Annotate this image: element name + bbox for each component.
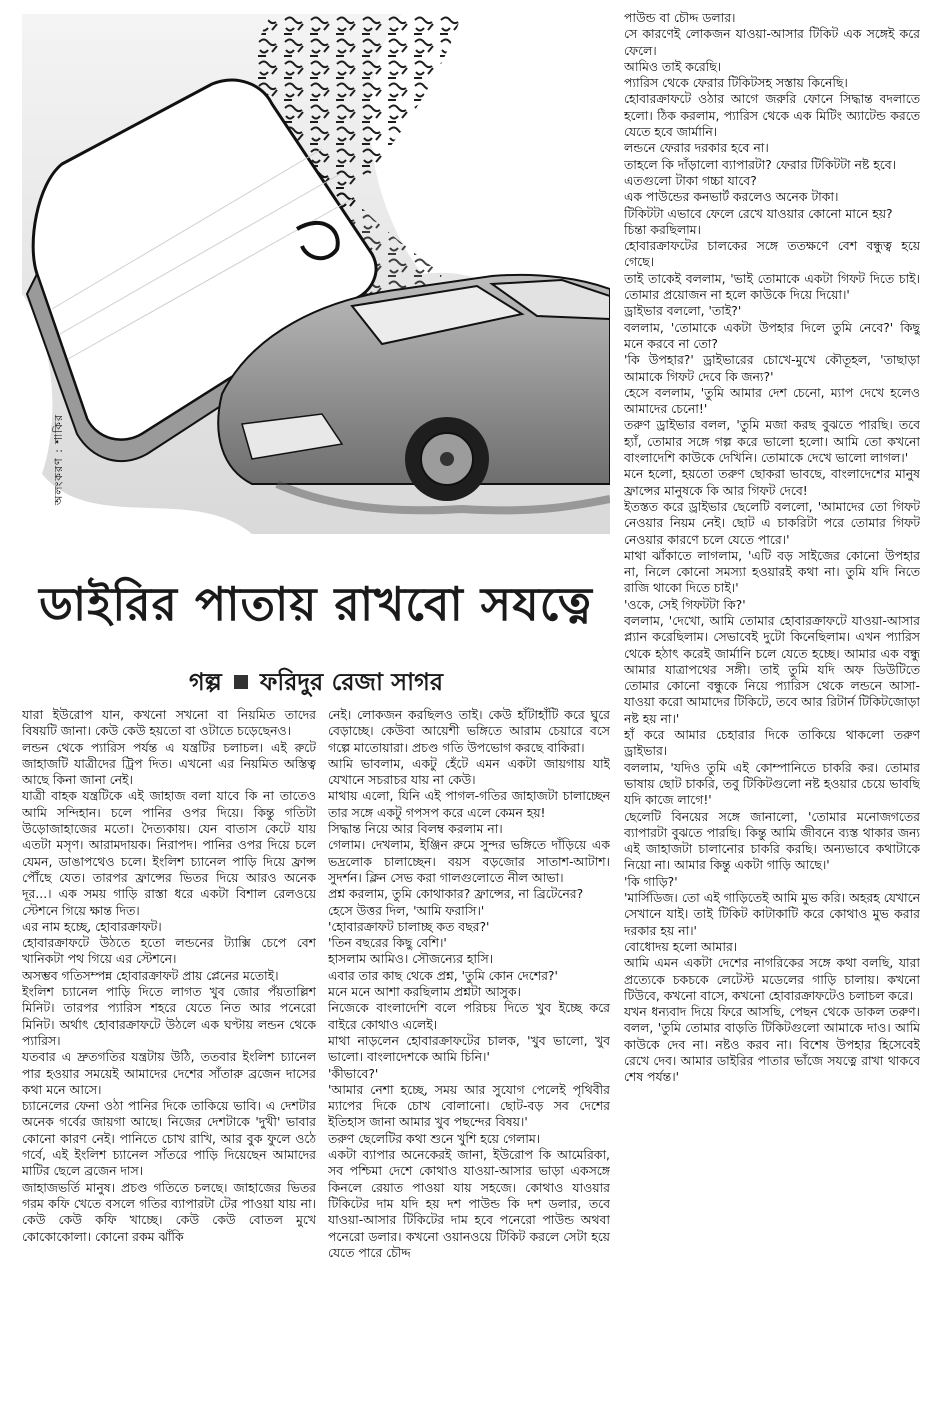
paragraph: গেলাম। দেখলাম, ইঞ্জিন রুমে সুন্দর ভঙ্গিতে দাঁড়িয়ে এক ভদ্রলোক চালাচ্ছেন। বয়স বড়জোর সাতাশ-আটাশ। সুদর্শন। ক্লিন সেভ করা গালগুলোতে নীল আভা। (328, 837, 610, 885)
paragraph: মনে হলো, হয়তো তরুণ ছোকরা ভাবছে, বাংলাদেশের মানুষ ফ্রান্সের মানুষকে কি আর গিফট দেবে! (624, 466, 920, 498)
paragraph: বললাম, 'যদিও তুমি এই কোম্পানিতে চাকরি কর। তোমার ভাষায় ছোট চাকরি, তবু টিকিটগুলো নষ্ট হওয়ার চেয়ে ভাবছি যদি কাজে লাগে!' (624, 759, 920, 808)
paragraph: হোবারক্রাফটের চালকের সঙ্গে ততক্ষণে বেশ বন্ধুত্ব হয়ে গেছে। (624, 238, 920, 270)
paragraph: আমি ভাবলাম, একটু হেঁটে এমন একটা জায়গায় যাই যেখানে সচরাচর যায় না কেউ। (328, 755, 610, 788)
paragraph: বললাম, 'তোমাকে একটা উপহার দিলে তুমি নেবে?' কিছু মনে করবে না তো? (624, 319, 920, 351)
paragraph: এক পাউন্ডের কনভার্ট করলেও অনেক টাকা। (624, 189, 839, 205)
paragraph: বললাম, 'দেখো, আমি তোমার হোবারক্রাফটে যাওয়া-আসার প্ল্যান করেছিলাম। সেভাবেই দুটো কিনেছিলাম। এখন প্যারিস থেকে হঠাৎ করেই জার্মানি চলে যেতে হচ্ছে। আমার এক বন্ধু আমার যাত্রাপথের সঙ্গী। তাই তুমি যদি অফ ডিউটিতে তোমার কোনো বন্ধুকে নিয়ে প্যারিস থেকে লন্ডনে আসা-যাওয়া করো আমাদের টিকিটে, তবে আর রিটার্ন টিকিটজোড়া নষ্ট হয় না।' (624, 612, 920, 726)
separator-square-icon (234, 675, 248, 689)
paragraph: যারা ইউরোপ যান, কখনো সখনো বা নিয়মিত তাদের বিষয়টি জানা। কেউ কেউ হয়তো বা ওটাতে চড়েছেনও। (22, 707, 316, 739)
paragraph: এর নাম হচ্ছে, হোবারক্রাফট। (22, 918, 162, 934)
paragraph: 'তিন বছরের কিছু বেশি।' (328, 935, 447, 951)
article-title: ডাইরির পাতায় রাখবো সযত্নে (39, 577, 593, 631)
illustration-art (22, 14, 610, 546)
paragraph: লন্ডন থেকে প্যারিস পর্যন্ত এ যন্ত্রটির চলাচল। এই রুটে জাহাজটি যাত্রীদের ট্রিপ দিত। এখনো এর নিয়মিত অস্তিত্ব আছে কিনা জানা নেই। (22, 739, 316, 788)
body-column-right (624, 10, 920, 1405)
paragraph: অসম্ভব গতিসম্পন্ন হোবারক্রাফট প্রায় প্লেনের মতোই। (22, 967, 279, 983)
paragraph: 'হোবারক্রাফট চালাচ্ছ কত বছর?' (328, 918, 490, 934)
body-column-middle (328, 707, 610, 1402)
paragraph: ছেলেটি বিনয়ের সঙ্গে জানালো, 'তোমার মনোজগতের ব্যাপারটা বুঝতে পারছি। কিন্তু আমি জীবনে ব্যস্ত থাকার জন্য এই জাহাজটা চালানোর চাকরি করছি। অন্যভাবে কথাটাকে নিয়ো না। আমার কিন্তু একটা গাড়ি আছে।' (624, 808, 920, 873)
paragraph: 'মার্সিডিজ। তো এই গাড়িতেই আমি মুভ করি। অহরহ যেখানে সেখানে যাই। তাই টিকিট কাটাকাটি করে কোথাও মুভ করার দরকার হয় না।' (624, 890, 920, 938)
paragraph: তাহলে কি দাঁড়ালো ব্যাপারটা? ফেরার টিকিটটা নষ্ট হবে। (624, 156, 897, 172)
paragraph: টিকিটটা এভাবে ফেলে রেখে যাওয়ার কোনো মানে হয়? (624, 205, 893, 221)
paragraph: হোবারক্রাফটে ওঠার আগে জরুরি ফোনে সিদ্ধান্ত বদলাতে হলো। ঠিক করলাম, প্যারিস থেকে এক মিটিং অ্যাটেন্ড করতে যেতে হবে জার্মানি। (624, 91, 920, 140)
paragraph: হেসে উত্তর দিল, 'আমি ফরাসি।' (328, 902, 485, 918)
paragraph: হাঁ করে আমার চেহারার দিকে তাকিয়ে থাকলো তরুণ ড্রাইভার। (624, 727, 920, 759)
paragraph: আমিও তাই করেছি। (624, 58, 722, 74)
paragraph: মাথা ঝাঁকাতে লাগলাম, 'এটি বড় সাইজের কোনো উপহার না, নিলে কোনো সমস্যা হওয়ারই কথা না। তুমি যদি নিতে রাজি থাকো দিতে চাই।' (624, 547, 920, 596)
paragraph: 'কি উপহার?' ড্রাইভারের চোখে-মুখে কৌতূহল, 'তাছাড়া আমাকে গিফট দেবে কি জন্য?' (624, 352, 920, 384)
paragraph: বোধোদয় হলো আমার। (624, 938, 738, 954)
byline-author: ফরিদুর রেজা সাগর (259, 668, 444, 696)
paragraph: পাউন্ড বা চৌদ্দ ডলার। (624, 10, 736, 25)
paragraph: 'ওকে, সেই গিফটটা কি?' (624, 596, 746, 612)
paragraph: তরুণ ড্রাইভার বলল, 'তুমি মজা করছ বুঝতে পারছি। তবে হ্যাঁ, তোমার সঙ্গে গল্প করে ভালো হলো। আমি তো কখনো বাংলাদেশি কাউকে দেখিনি। তোমাকে দেখে ভালো লাগল।' (624, 417, 920, 466)
paragraph: যাত্রী বাহক যন্ত্রটিকে এই জাহাজ বলা যাবে কি না তাতেও আমি সন্দিহান। চলে পানির ওপর দিয়ে। কিন্তু গতিটা উড়োজাহাজের মতো। দৈত্যকায়। যেন বাতাস কেটে যায় এতটা মসৃণ। আরামদায়ক। নিরাপদ। পানির ওপর দিয়ে চলে যেমন, ডাঙাপথেও চলে। ইংলিশ চ্যানেল পাড়ি দিয়ে ফ্রান্স পৌঁছে যেত। তারপর ফ্রান্সের ভিতর দিয়ে আরও অনেক দূর...। এক সময় গাড়ি রাস্তা ধরে একটা বিশাল রেলওয়ে স্টেশনে গিয়ে ক্ষান্ত দিত। (22, 788, 316, 918)
paragraph: 'আমার নেশা হচ্ছে, সময় আর সুযোগ পেলেই পৃথিবীর ম্যাপের দিকে চোখ বোলানো। ছোট-বড় সব দেশের ইতিহাস জানা আমার খুব পছন্দের বিষয়।' (328, 1081, 610, 1130)
paragraph: চ্যানেলের ফেনা ওঠা পানির দিকে তাকিয়ে ভাবি। এ দেশটার অনেক গর্বের জায়গা আছে। নিজের দেশটাকে 'দুখী' ভাবার কোনো কারণ নেই। পানিতে চোখ রাখি, আর বুক ফুলে ওঠে গর্বে, এই ইংলিশ চ্যানেল সাঁতরে পাড়ি দিয়েছেন আমাদের মাটির ছেলে ব্রজেন দাস। (22, 1098, 316, 1179)
paragraph: 'কি গাড়ি?' (624, 873, 678, 889)
paragraph: হাসলাম আমিও। সৌজন্যের হাসি। (328, 951, 494, 967)
paragraph: ইতস্তত করে ড্রাইভার ছেলেটি বললো, 'আমাদের তো গিফট নেওয়ার নিয়ম নেই। ছোট এ চাকরিটা পরে তোমার গিফট নেওয়ার কারণে চলে যেতে পারে।' (624, 498, 920, 547)
paragraph: মাথায় এলো, যিনি এই পাগল-গতির জাহাজটা চালাচ্ছেন তার সঙ্গে একটু গপসপ করে এলে কেমন হয়! (328, 788, 610, 820)
paragraph: মাথা নাড়লেন হোবারক্রাফটের চালক, 'খুব ভালো, খুব ভালো। বাংলাদেশকে আমি চিনি।' (328, 1032, 610, 1065)
byline-genre: গল্প (188, 668, 222, 696)
paragraph: তাই তাকেই বললাম, 'ভাই তোমাকে একটা গিফট দিতে চাই। তোমার প্রয়োজন না হলে কাউকে দিয়ে দিয়ো।' (624, 270, 920, 303)
story-illustration (22, 14, 610, 546)
paragraph: হোবারক্রাফটে উঠতে হতো লন্ডনের ট্যাক্সি চেপে বেশ খানিকটা পথ গিয়ে এর স্টেশনে। (22, 935, 316, 967)
byline (22, 664, 610, 704)
paragraph: প্রশ্ন করলাম, তুমি কোথাকার? ফ্রান্সের, না ব্রিটেনের? (328, 886, 584, 902)
paragraph: এতগুলো টাকা গচ্চা যাবে? (624, 172, 757, 188)
paragraph: 'কীভাবে?' (328, 1065, 379, 1081)
paragraph: চিন্তা করছিলাম। (624, 221, 701, 237)
illustration-credit: অলংকরণ : শাকির (52, 414, 65, 506)
paragraph: তরুণ ছেলেটির কথা শুনে খুশি হয়ে গেলাম। (328, 1130, 541, 1146)
paragraph: সে কারণেই লোকজন যাওয়া-আসার টিকিট এক সঙ্গেই করে ফেলে। (624, 26, 920, 58)
paragraph: যতবার এ দ্রুতগতির যন্ত্রটায় উঠি, ততবার ইংলিশ চ্যানেল পার হওয়ার সময়েই আমাদের দেশের সাঁতারু ব্রজেন দাসের কথা মনে আসে। (22, 1049, 316, 1097)
paragraph: হেসে বললাম, 'তুমি আমার দেশ চেনো, ম্যাপ দেখে হলেও আমাদের চেনো!' (624, 384, 920, 417)
paragraph: প্যারিস থেকে ফেরার টিকিটসহ সস্তায় কিনেছি। (624, 75, 848, 91)
paragraph: নিজেকে বাংলাদেশি বলে পরিচয় দিতে খুব ইচ্ছে করে বাইরে কোথাও এলেই। (328, 1000, 610, 1032)
paragraph: মনে মনে আশা করছিলাম প্রশ্নটা আসুক। (328, 984, 521, 1000)
paragraph: যখন ধন্যবাদ দিয়ে ফিরে আসছি, পেছন থেকে ডাকল তরুণ। বলল, 'তুমি তোমার বাড়তি টিকিটগুলো আমাকে দাও। আমি কাউকে দেব না। নষ্টও করব না। বিশেষ উপহার হিসেবেই রেখে দেব। আমার ডাইরির পাতার ভাঁজে সযত্নে রাখা থাকবে শেষ পর্যন্ত।' (624, 1004, 920, 1085)
paragraph: সিদ্ধান্ত নিয়ে আর বিলম্ব করলাম না। (328, 821, 503, 837)
paragraph: নেই। লোকজন করছিলও তাই। কেউ হাঁটাহাঁটি করে ঘুরে বেড়াচ্ছে। কেউবা আয়েশী ভঙ্গিতে আরাম চেয়ারে বসে গল্পে মাতোয়ারা। প্রচণ্ড গতি উপভোগ করছে বাকিরা। (328, 707, 610, 755)
paragraph: আমি এমন একটা দেশের নাগরিকের সঙ্গে কথা বলছি, যারা প্রত্যেকে চকচকে লেটেস্ট মডেলের গাড়ি চালায়। কখনো টিউবে, কখনো বাসে, কখনো হোবারক্রাফটেও চলাচল করে। (624, 955, 920, 1003)
paragraph: লন্ডনে ফেরার দরকার হবে না। (624, 140, 769, 156)
paragraph: একটা ব্যাপার অনেকেরই জানা, ইউরোপ কি আমেরিকা, সব পশ্চিমা দেশে কোথাও যাওয়া-আসার ভাড়া একসঙ্গে কিনলে রেয়াত পাওয়া যায় সহজে। কোথাও যাওয়ার টিকিটের দাম যদি হয় দশ পাউন্ড কি দশ ডলার, তবে যাওয়া-আসার টিকিটের দাম হবে পনেরো পাউন্ড অথবা পনেরো ডলার। কখনো ওয়ানওয়ে টিকিট করলে সেটা হয়ে যেতে পারে চৌদ্দ (328, 1147, 610, 1260)
paragraph: জাহাজভর্তি মানুষ। প্রচণ্ড গতিতে চলছে। জাহাজের ভিতর গরম কফি খেতে বসলে গতির ব্যাপারটা টের পাওয়া যায় না। কেউ কেউ কফি খাচ্ছে। কেউ কেউ বোতল মুখে কোকোকোলা। কোনো রকম ঝাঁকি (22, 1179, 316, 1244)
paragraph: ড্রাইভার বললো, 'তাই?' (624, 303, 742, 319)
paragraph: এবার তার কাছ থেকে প্রশ্ন, 'তুমি কোন দেশের?' (328, 967, 558, 983)
paragraph: ইংলিশ চ্যানেল পাড়ি দিতে লাগত খুব জোর পঁয়তাল্লিশ মিনিট। তারপর প্যারিস শহরে যেতে নিত আর পনেরো মিনিট। অর্থাৎ হোবারক্রাফটে উঠলে এক ঘণ্টায় লন্ডন থেকে প্যারিস। (22, 984, 316, 1048)
body-column-left (22, 707, 316, 1402)
